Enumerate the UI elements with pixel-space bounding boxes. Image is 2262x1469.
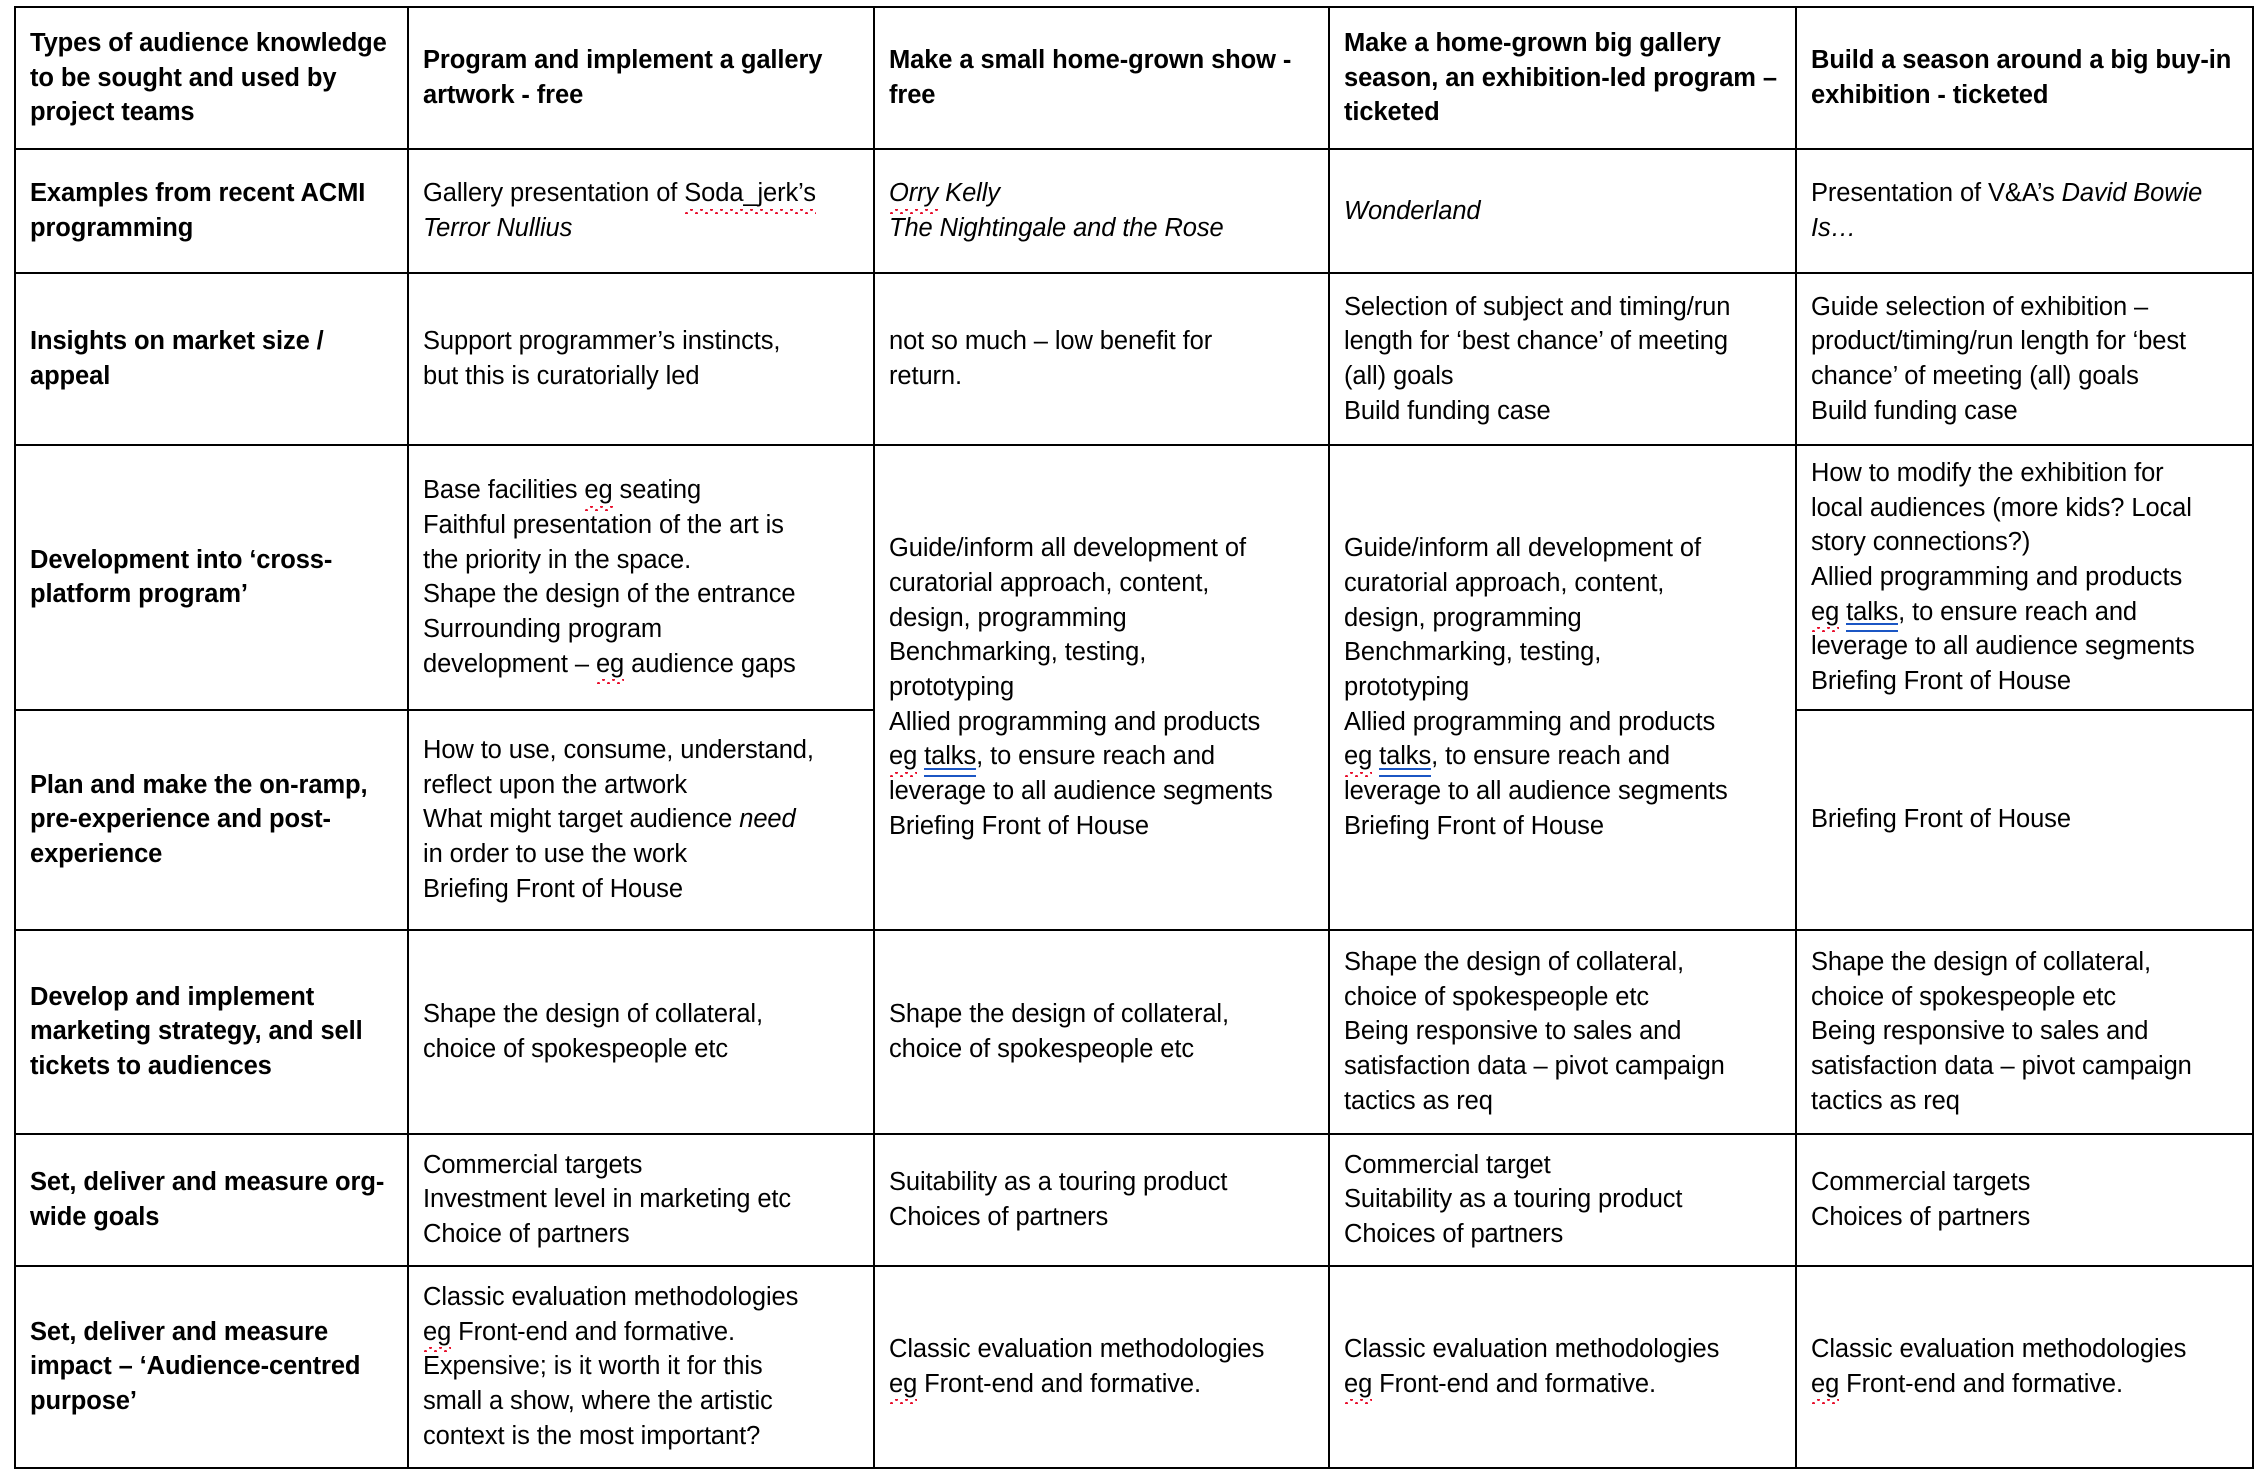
cell-line [1344, 1217, 1783, 1252]
cell-text: Choice of partners [423, 1220, 630, 1249]
cell-line [1811, 1084, 2240, 1119]
cell-line [423, 1384, 861, 1419]
cell-line [1811, 1200, 2240, 1235]
cell-text: Is… [1811, 214, 1857, 242]
cell-line [1811, 1049, 2240, 1084]
cell-line [1811, 525, 2240, 560]
cell-impact-small-home-grown [874, 1266, 1329, 1468]
cell-text: Briefing Front of House [889, 811, 1149, 840]
cell-text: Front-end and formative. [1372, 1369, 1656, 1398]
cell-text: Guide/inform all development of [889, 534, 1246, 563]
cell-line [889, 601, 1316, 636]
cell-text: audience gaps [624, 649, 796, 678]
cell-text: Choices of partners [889, 1202, 1109, 1231]
cell-text: Briefing Front of House [1344, 811, 1604, 840]
cell-marketing-big-gallery-season [1329, 930, 1796, 1134]
cell-text: tactics as req [1344, 1086, 1493, 1115]
table-row [15, 273, 2253, 445]
cell-text: Briefing Front of House [1811, 805, 2071, 834]
cell-text: Being responsive to sales and [1344, 1017, 1682, 1046]
cell-line [889, 359, 1316, 394]
row-header-market-size-appeal: Insights on market size / appeal [15, 273, 408, 445]
cell-line [423, 802, 861, 837]
cell-text: prototyping [889, 673, 1015, 702]
cell-line [1811, 1367, 2240, 1402]
cell-text: local audiences (more kids? Local [1811, 493, 2192, 522]
cell-text: prototyping [1344, 673, 1470, 702]
cell-text: Guide/inform all development of [1344, 534, 1701, 563]
cell-text: not so much – low benefit for [889, 327, 1213, 356]
cell-text: Front-end and formative. [1839, 1369, 2123, 1398]
cell-text: David Bowie [2061, 179, 2203, 208]
cell-text: Kelly [938, 179, 1000, 208]
cell-examples-small-home-grown [874, 149, 1329, 273]
spellcheck-underline: Orry [889, 176, 938, 211]
cell-line [889, 1332, 1316, 1367]
cell-orggoals-big-gallery-season [1329, 1134, 1796, 1266]
spellcheck-underline: eg [889, 739, 917, 774]
row-header-examples-acmi: Examples from recent ACMI programming [15, 149, 408, 273]
cell-line [1811, 595, 2240, 630]
cell-line [1344, 394, 1783, 429]
row-header-on-ramp-pre-post-experience: Plan and make the on-ramp, pre-experience and post-experience [15, 710, 408, 930]
cell-development-small-home-grown-merged [874, 445, 1329, 930]
spellcheck-underline: eg [1811, 595, 1839, 630]
cell-line [889, 635, 1316, 670]
cell-text: design, programming [889, 603, 1127, 632]
cell-text: Classic evaluation methodologies [1344, 1335, 1720, 1364]
cell-text: Build funding case [1344, 396, 1551, 425]
cell-examples-buy-in-exhibition [1796, 149, 2253, 273]
cell-text: Build funding case [1811, 396, 2018, 425]
cell-line [1811, 359, 2240, 394]
cell-line [1811, 290, 2240, 325]
cell-line [1344, 1148, 1783, 1183]
table-row [15, 1134, 2253, 1266]
cell-text: Faithful presentation of the art is [423, 511, 784, 539]
row-header-marketing-strategy-sell-tickets: Develop and implement marketing strategy, and sell tickets to audiences [15, 930, 408, 1134]
cell-text: seating [612, 476, 702, 505]
cell-line [1344, 601, 1783, 636]
cell-line [1344, 1084, 1783, 1119]
cell-line [1811, 802, 2240, 837]
cell-line [423, 1419, 861, 1454]
cell-text: choice of spokespeople etc [1344, 982, 1650, 1011]
cell-line [1811, 1014, 2240, 1049]
cell-line [889, 531, 1316, 566]
row-header-cross-platform-program: Development into ‘cross-platform program’ [15, 445, 408, 710]
cell-text: Choices of partners [1344, 1220, 1564, 1249]
cell-line [889, 176, 1316, 211]
cell-text: reflect upon the artwork [423, 770, 688, 799]
cell-text: in order to use the work [423, 840, 688, 869]
cell-line [889, 211, 1316, 246]
cell-market-small-home-grown [874, 273, 1329, 445]
cell-text: Briefing Front of House [423, 874, 683, 903]
cell-line [423, 997, 861, 1032]
cell-line [1344, 324, 1783, 359]
cell-line [423, 1217, 861, 1252]
cell-text: need [739, 805, 796, 834]
cell-text: Classic evaluation methodologies [423, 1283, 799, 1312]
column-header-big-gallery-season: Make a home-grown big gallery season, an exhibition-led program – ticketed [1329, 7, 1796, 149]
cell-text: satisfaction data – pivot campaign [1344, 1052, 1725, 1081]
cell-text: Shape the design of collateral, [889, 1000, 1229, 1029]
cell-text: How to modify the exhibition for [1811, 459, 2164, 487]
cell-line [1344, 635, 1783, 670]
cell-line [1811, 664, 2240, 699]
cell-line [423, 612, 861, 647]
cell-text: small a show, where the artistic [423, 1387, 773, 1416]
cell-text: Shape the design of collateral, [1344, 948, 1684, 977]
cell-line [423, 733, 861, 768]
cell-line [423, 473, 861, 508]
cell-line [889, 324, 1316, 359]
cell-text: Investment level in marketing etc [423, 1185, 792, 1214]
spellcheck-underline: Soda_jerk’s [684, 176, 816, 211]
cell-text: Surrounding program [423, 615, 663, 644]
row-header-org-wide-goals: Set, deliver and measure org-wide goals [15, 1134, 408, 1266]
cell-line [1811, 394, 2240, 429]
cell-text: curatorial approach, content, [1344, 569, 1665, 597]
cell-line [1344, 1182, 1783, 1217]
cell-line [1344, 739, 1783, 774]
cell-text: Allied programming and products [1811, 563, 2183, 592]
cell-text: curatorial approach, content, [889, 569, 1210, 597]
cell-text: Support programmer’s instincts, [423, 327, 781, 356]
cell-text: Base facilities [423, 476, 585, 505]
cell-line [1811, 1332, 2240, 1367]
cell-text: Presentation of V&A’s [1811, 179, 2062, 208]
grammar-underline: talks [1379, 739, 1431, 774]
cell-examples-gallery-artwork [408, 149, 874, 273]
cell-impact-big-gallery-season [1329, 1266, 1796, 1468]
cell-text: Suitability as a touring product [889, 1168, 1228, 1197]
cell-line [423, 768, 861, 803]
cell-line [1344, 1367, 1783, 1402]
cell-text: development – [423, 649, 596, 678]
cell-text: choice of spokespeople etc [1811, 982, 2117, 1011]
cell-line [1811, 491, 2240, 526]
cell-line [423, 577, 861, 612]
cell-text: but this is curatorially led [423, 362, 700, 390]
cell-onramp-gallery-artwork [408, 710, 874, 930]
table-row [15, 1266, 2253, 1468]
cell-marketing-small-home-grown [874, 930, 1329, 1134]
cell-text: , to ensure reach and [1898, 597, 2138, 626]
cell-text: design, programming [1344, 603, 1582, 632]
cell-line [1344, 359, 1783, 394]
cell-text: Suitability as a touring product [1344, 1185, 1683, 1214]
cell-impact-gallery-artwork [408, 1266, 874, 1468]
cell-text: How to use, consume, understand, [423, 736, 814, 765]
cell-text: the priority in the space. [423, 545, 692, 574]
cell-line [889, 774, 1316, 809]
cell-text: Classic evaluation methodologies [889, 1335, 1265, 1364]
column-header-small-home-grown: Make a small home-grown show - free [874, 7, 1329, 149]
cell-text: length for ‘best chance’ of meeting [1344, 327, 1728, 356]
cell-text: Being responsive to sales and [1811, 1017, 2149, 1046]
cell-line [423, 1032, 861, 1067]
cell-market-big-gallery-season [1329, 273, 1796, 445]
cell-text: The Nightingale and the Rose [889, 214, 1224, 242]
cell-text: Front-end and formative. [917, 1369, 1201, 1398]
cell-line [889, 809, 1316, 844]
cell-text: Shape the design of the entrance [423, 580, 796, 609]
spellcheck-underline: eg [1344, 739, 1372, 774]
cell-line [1811, 945, 2240, 980]
cell-text: , to ensure reach and [1431, 742, 1671, 771]
cell-line [1811, 176, 2240, 211]
cell-line [423, 647, 861, 682]
cell-text: Commercial targets [423, 1150, 643, 1179]
cell-text: Gallery presentation of [423, 179, 685, 208]
cell-text: Expensive; is it worth it for this [423, 1352, 763, 1381]
cell-text: tactics as req [1811, 1086, 1960, 1115]
cell-impact-buy-in-exhibition [1796, 1266, 2253, 1468]
cell-line [423, 359, 861, 394]
cell-development-gallery-artwork [408, 445, 874, 710]
cell-line [889, 997, 1316, 1032]
cell-line [1344, 774, 1783, 809]
spellcheck-underline: eg [584, 473, 612, 508]
cell-text [917, 742, 924, 770]
table-row [15, 445, 2253, 710]
spellcheck-underline: eg [596, 647, 624, 682]
cell-text [1372, 742, 1379, 770]
cell-line [423, 837, 861, 872]
spellcheck-underline: eg [1811, 1367, 1839, 1402]
cell-line [423, 211, 861, 246]
cell-text: What might target audience [423, 805, 740, 834]
table-row [15, 149, 2253, 273]
cell-text: leverage to all audience segments [1811, 632, 2195, 661]
cell-line [423, 508, 861, 543]
cell-line [889, 1367, 1316, 1402]
grammar-underline: talks [1846, 595, 1898, 630]
column-header-gallery-artwork: Program and implement a gallery artwork - free [408, 7, 874, 149]
cell-text: Classic evaluation methodologies [1811, 1335, 2187, 1364]
cell-development-big-gallery-season-merged [1329, 445, 1796, 930]
cell-text: Choices of partners [1811, 1202, 2031, 1231]
spellcheck-underline: eg [423, 1315, 451, 1350]
cell-line [889, 1165, 1316, 1200]
audience-knowledge-matrix-table [14, 6, 2254, 1469]
cell-orggoals-small-home-grown [874, 1134, 1329, 1266]
cell-line [889, 670, 1316, 705]
cell-text: context is the most important? [423, 1421, 761, 1450]
spellcheck-underline: eg [889, 1367, 917, 1402]
cell-text: return. [889, 362, 962, 390]
cell-text: Shape the design of collateral, [1811, 948, 2151, 977]
cell-text: product/timing/run length for ‘best [1811, 327, 2186, 356]
cell-text: Terror Nullius [423, 214, 573, 242]
cell-text [1839, 598, 1846, 626]
cell-text: Benchmarking, testing, [889, 638, 1147, 667]
table-row [15, 930, 2253, 1134]
cell-line [889, 1032, 1316, 1067]
cell-line [423, 1280, 861, 1315]
cell-line [1344, 531, 1783, 566]
cell-text: choice of spokespeople etc [423, 1034, 729, 1063]
cell-line [1344, 670, 1783, 705]
column-header-knowledge-types: Types of audience knowledge to be sought and used by project teams [15, 7, 408, 149]
cell-line [1344, 1014, 1783, 1049]
row-header-measure-impact-audience-centred: Set, deliver and measure impact – ‘Audience-centred purpose’ [15, 1266, 408, 1468]
cell-line [1344, 290, 1783, 325]
grammar-underline: talks [924, 739, 976, 774]
cell-line [423, 1182, 861, 1217]
cell-line [1811, 1165, 2240, 1200]
cell-line [889, 1200, 1316, 1235]
table-header-row [15, 7, 2253, 149]
cell-marketing-gallery-artwork [408, 930, 874, 1134]
cell-line [423, 324, 861, 359]
cell-line [1344, 1049, 1783, 1084]
cell-text: , to ensure reach and [976, 742, 1216, 771]
cell-line [423, 176, 861, 211]
cell-line [1811, 629, 2240, 664]
cell-line [889, 566, 1316, 601]
cell-market-buy-in-exhibition [1796, 273, 2253, 445]
cell-text: leverage to all audience segments [889, 777, 1273, 806]
cell-line [1344, 1332, 1783, 1367]
cell-onramp-buy-in-exhibition [1796, 710, 2253, 930]
cell-line [1344, 194, 1783, 229]
cell-line [423, 1349, 861, 1384]
cell-line [1344, 945, 1783, 980]
cell-text: Allied programming and products [1344, 707, 1716, 736]
cell-development-buy-in-exhibition [1796, 445, 2253, 710]
cell-text: Front-end and formative. [451, 1317, 735, 1346]
cell-text: Briefing Front of House [1811, 667, 2071, 696]
cell-text: Commercial target [1344, 1150, 1551, 1179]
cell-line [1344, 705, 1783, 740]
cell-text: story connections?) [1811, 528, 2031, 557]
cell-orggoals-buy-in-exhibition [1796, 1134, 2253, 1266]
cell-line [1811, 456, 2240, 491]
cell-line [423, 543, 861, 578]
cell-line [1811, 560, 2240, 595]
cell-line [1344, 566, 1783, 601]
cell-line [1344, 809, 1783, 844]
cell-text: Guide selection of exhibition – [1811, 292, 2149, 321]
cell-text: Wonderland [1344, 196, 1481, 225]
cell-line [889, 705, 1316, 740]
cell-line [423, 1148, 861, 1183]
cell-line [1344, 980, 1783, 1015]
cell-text: Allied programming and products [889, 707, 1261, 736]
spellcheck-underline: eg [1344, 1367, 1372, 1402]
cell-text: Shape the design of collateral, [423, 1000, 763, 1029]
cell-text: choice of spokespeople etc [889, 1034, 1195, 1063]
cell-marketing-buy-in-exhibition [1796, 930, 2253, 1134]
cell-examples-big-gallery-season [1329, 149, 1796, 273]
cell-line [1811, 324, 2240, 359]
cell-text: (all) goals [1344, 362, 1454, 390]
cell-line [423, 872, 861, 907]
cell-orggoals-gallery-artwork [408, 1134, 874, 1266]
cell-text: satisfaction data – pivot campaign [1811, 1052, 2192, 1081]
cell-text: chance’ of meeting (all) goals [1811, 362, 2139, 390]
column-header-buy-in-exhibition: Build a season around a big buy-in exhibition - ticketed [1796, 7, 2253, 149]
cell-text: Selection of subject and timing/run [1344, 292, 1731, 321]
cell-line [889, 739, 1316, 774]
cell-text: Benchmarking, testing, [1344, 638, 1602, 667]
cell-line [1811, 211, 2240, 246]
cell-line [423, 1315, 861, 1350]
cell-market-gallery-artwork [408, 273, 874, 445]
cell-text: Commercial targets [1811, 1168, 2031, 1197]
cell-text: leverage to all audience segments [1344, 777, 1728, 806]
cell-line [1811, 980, 2240, 1015]
